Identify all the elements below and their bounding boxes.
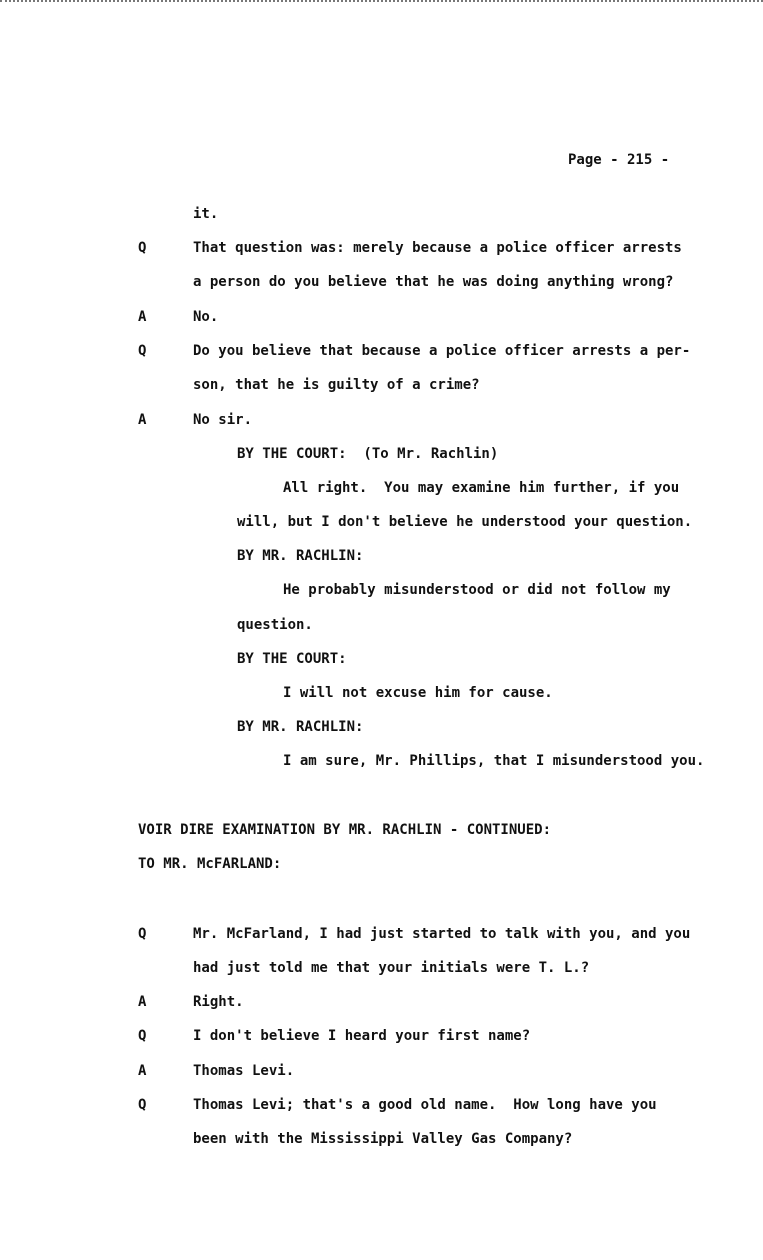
transcript-line: question. — [237, 617, 313, 633]
section-heading: VOIR DIRE EXAMINATION BY MR. RACHLIN - CONTINUED: — [138, 822, 552, 838]
transcript-line: I don't believe I heard your first name? — [193, 1028, 531, 1044]
transcript-line: I am sure, Mr. Phillips, that I misunderstood you. — [283, 753, 705, 769]
transcript-line: Mr. McFarland, I had just started to talk with you, and you — [193, 926, 691, 942]
transcript-line: All right. You may examine him further, if you — [283, 480, 680, 496]
transcript-line: Thomas Levi; that's a good old name. How long have you — [193, 1097, 657, 1113]
transcript-line: Do you believe that because a police officer arrests a per- — [193, 343, 691, 359]
speaker-label: A — [138, 309, 147, 325]
transcript-line: will, but I don't believe he understood your question. — [237, 514, 693, 530]
transcript-line: Thomas Levi. — [193, 1063, 295, 1079]
page-number: Page - 215 - — [568, 152, 670, 168]
transcript-line: That question was: merely because a police officer arrests — [193, 240, 682, 256]
transcript-line: Right. — [193, 994, 244, 1010]
colloquy-heading: BY MR. RACHLIN: — [237, 719, 364, 735]
speaker-label: Q — [138, 1097, 147, 1113]
transcript-line: No sir. — [193, 412, 253, 428]
speaker-label: A — [138, 994, 147, 1010]
page-top-border — [0, 0, 763, 5]
speaker-label: Q — [138, 240, 147, 256]
speaker-label: Q — [138, 926, 147, 942]
transcript-line: been with the Mississippi Valley Gas Company? — [193, 1131, 573, 1147]
transcript-line: had just told me that your initials were T. L.? — [193, 960, 590, 976]
speaker-label: Q — [138, 343, 147, 359]
transcript-line: it. — [193, 206, 219, 222]
colloquy-heading: BY THE COURT: — [237, 651, 347, 667]
colloquy-heading: BY MR. RACHLIN: — [237, 548, 364, 564]
transcript-line: son, that he is guilty of a crime? — [193, 377, 480, 393]
speaker-label: A — [138, 1063, 147, 1079]
speaker-label: A — [138, 412, 147, 428]
colloquy-heading: BY THE COURT: (To Mr. Rachlin) — [237, 446, 499, 462]
transcript-line: No. — [193, 309, 219, 325]
transcript-line: I will not excuse him for cause. — [283, 685, 553, 701]
transcript-line: a person do you believe that he was doing anything wrong? — [193, 274, 674, 290]
speaker-label: Q — [138, 1028, 147, 1044]
transcript-line: He probably misunderstood or did not follow my — [283, 582, 671, 598]
section-subheading: TO MR. McFARLAND: — [138, 856, 282, 872]
